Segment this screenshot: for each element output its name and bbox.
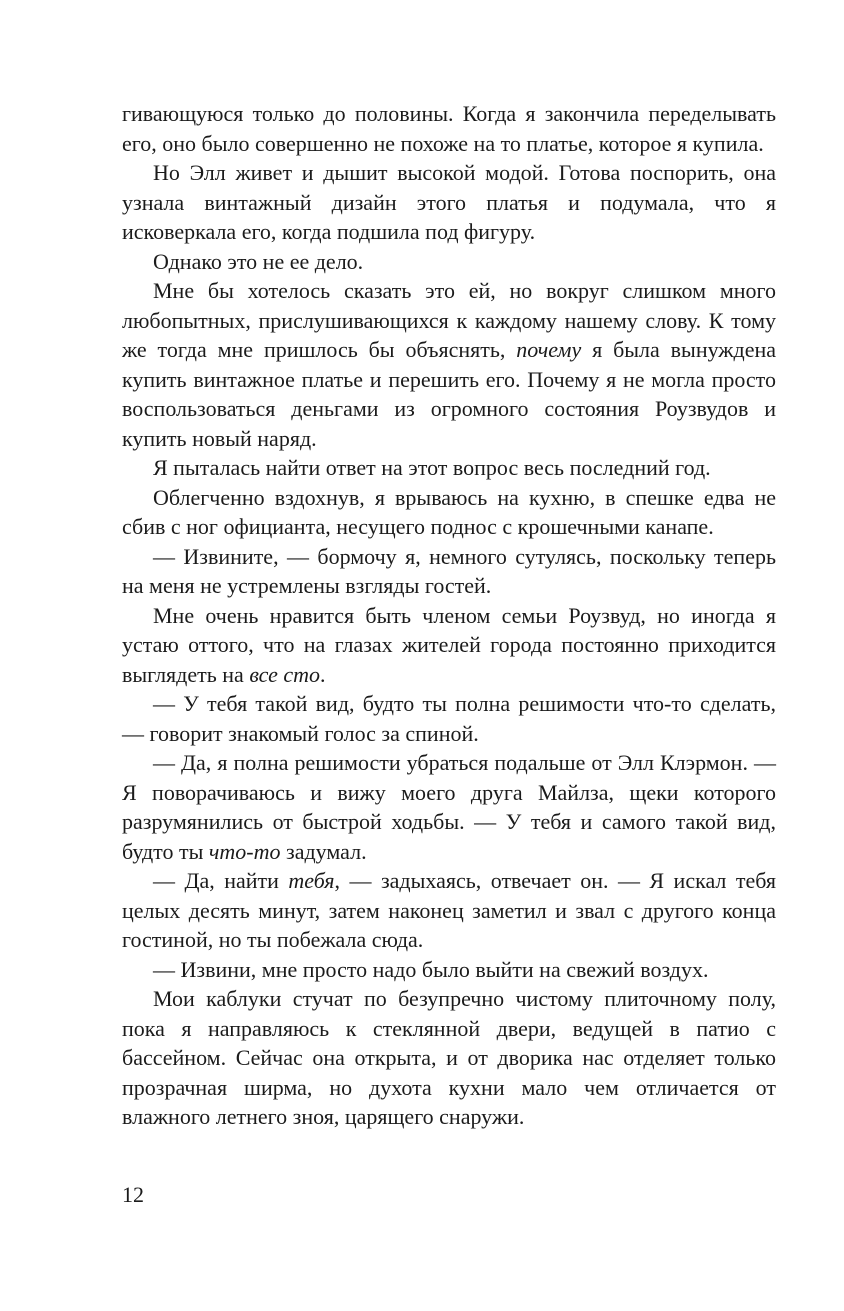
paragraph bbox=[122, 99, 776, 158]
paragraph bbox=[122, 601, 776, 690]
paragraph bbox=[122, 542, 776, 601]
paragraph bbox=[122, 247, 776, 277]
page-number: 12 bbox=[122, 1182, 144, 1207]
text-segment: — Да, я полна решимости убраться подальше от Элл Клэрмон. — Я поворачиваюсь и вижу моего друга Майлза, щеки которого разрумянились от быстрой ходьбы. — У тебя и самого такой вид, будто ты bbox=[122, 750, 776, 864]
text-segment: , — задыхаясь, отвечает он. — Я искал тебя целых десять минут, затем наконец заметил и звал с другого конца гостиной, но ты побежала сюда. bbox=[122, 868, 776, 952]
text-segment: гивающуюся только до половины. Когда я закончила переделывать его, оно было совершенно не похоже на то платье, которое я купила. bbox=[122, 101, 776, 156]
text-segment: Облегченно вздохнув, я врываюсь на кухню, в спешке едва не сбив с ног официанта, несущего поднос с крошечными канапе. bbox=[122, 484, 776, 539]
text-segment-italic: почему bbox=[516, 337, 582, 362]
text-segment: Мне бы хотелось сказать это ей, но вокруг слишком много любопытных, прислушивающихся к каждому нашему слову. К тому же тогда мне пришлось бы объяснять, bbox=[122, 278, 776, 362]
text-segment: — У тебя такой вид, будто ты полна решимости что-то сделать, — говорит знакомый голос за спиной. bbox=[122, 691, 776, 746]
text-segment: Однако это не ее дело. bbox=[153, 248, 364, 274]
paragraph bbox=[122, 158, 776, 247]
text-segment: — Извини, мне просто надо было выйти на свежий воздух. bbox=[153, 956, 709, 982]
paragraph bbox=[122, 748, 776, 866]
text-segment: Я пыталась найти ответ на этот вопрос весь последний год. bbox=[153, 455, 711, 480]
text-segment-italic: что-то bbox=[208, 838, 281, 864]
text-segment-italic: тебя bbox=[288, 868, 335, 893]
text-segment: — Извините, — бормочу я, немного сутулясь, поскольку теперь на меня не устремлены взгляды гостей. bbox=[122, 543, 776, 598]
body-text bbox=[122, 99, 776, 1132]
paragraph bbox=[122, 453, 776, 483]
paragraph bbox=[122, 984, 776, 1132]
paragraph bbox=[122, 955, 776, 985]
paragraph bbox=[122, 866, 776, 955]
text-segment: Но Элл живет и дышит высокой модой. Готова поспорить, она узнала винтажный дизайн этого платья и подумала, что я исковеркала его, когда подшила под фигуру. bbox=[122, 160, 776, 244]
paragraph bbox=[122, 276, 776, 453]
text-segment: задумал. bbox=[280, 838, 367, 864]
text-segment-italic: все сто bbox=[249, 661, 320, 687]
paragraph bbox=[122, 483, 776, 542]
text-segment: я была вынуждена купить винтажное платье и перешить его. Почему я не могла просто воспользоваться деньгами из огромного состояния Роузвудов и купить новый наряд. bbox=[122, 337, 776, 451]
text-segment: Мне очень нравится быть членом семьи Роузвуд, но иногда я устаю оттого, что на глазах жителей города постоянно приходится выглядеть на bbox=[122, 602, 776, 687]
text-segment: Мои каблуки стучат по безупречно чистому плиточному полу, пока я направляюсь к стеклянной двери, ведущей в патио с бассейном. Сейчас она открыта, и от дворика нас отделяет только прозрачная ширма, но духота кухни мало чем отличается от влажного летнего зноя, царящего снаружи. bbox=[122, 986, 776, 1129]
text-segment: . bbox=[319, 661, 326, 687]
paragraph bbox=[122, 689, 776, 748]
text-segment: — Да, найти bbox=[153, 868, 289, 893]
